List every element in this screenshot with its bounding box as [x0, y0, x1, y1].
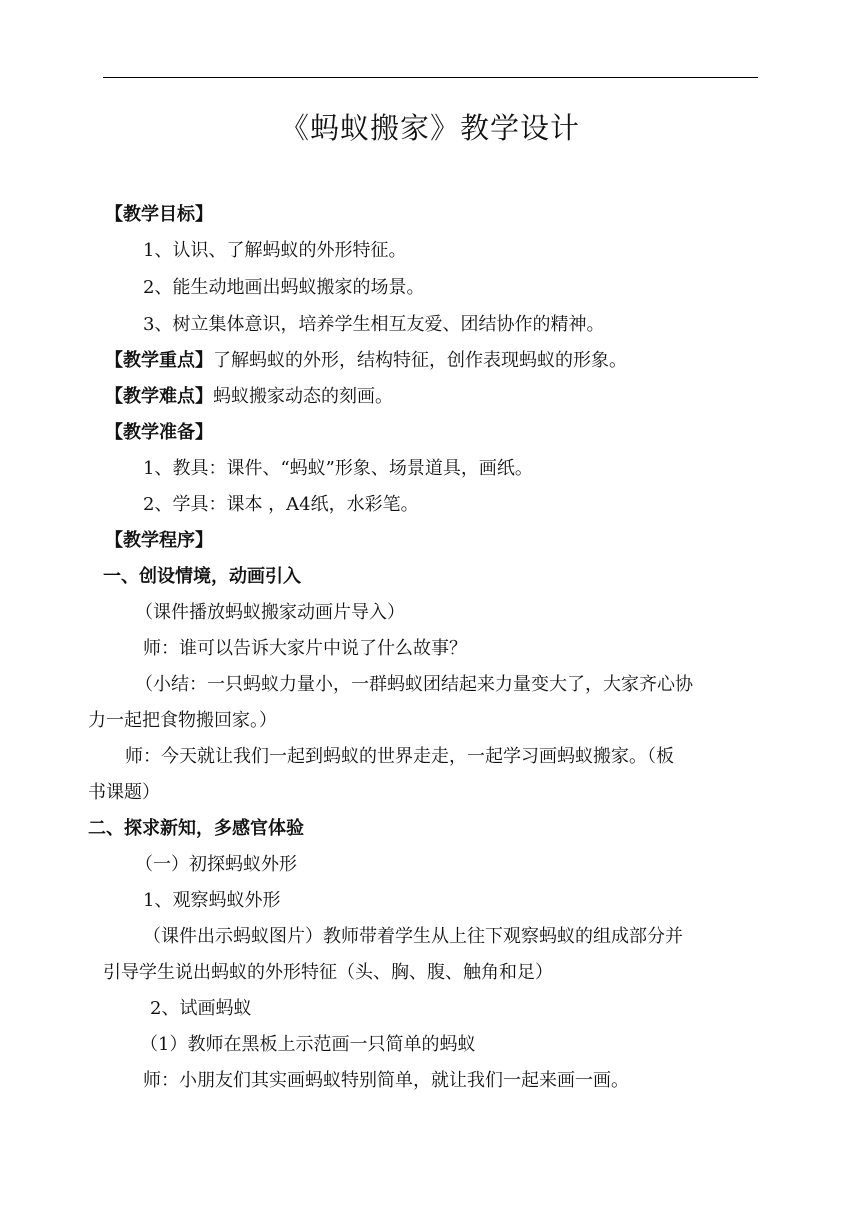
focus-line	[105, 350, 627, 372]
focus-text: 了解蚂蚁的外形，结构特征，创作表现蚂蚁的形象。	[213, 350, 627, 371]
goal-1: 1、认识、了解蚂蚁的外形特征。	[143, 240, 407, 261]
section-1-heading: 一、创设情境，动画引入	[103, 566, 301, 587]
goals-heading: 【教学目标】	[105, 204, 213, 225]
s2-item-1: 1、观察蚂蚁外形	[143, 890, 281, 911]
procedure-heading: 【教学程序】	[105, 530, 213, 551]
s2-item-2-1: （1）教师在黑板上示范画一只简单的蚂蚁	[140, 1034, 476, 1055]
header-rule	[103, 77, 758, 78]
s1-paragraph-3-line-2: 力一起把食物搬回家。）	[88, 710, 277, 731]
s2-subheading-1: （一）初探蚂蚁外形	[135, 854, 297, 875]
difficulty-line	[105, 386, 393, 408]
s2-item-2: 2、试画蚂蚁	[150, 998, 252, 1019]
prep-2: 2、学具：课本 ，A4纸，水彩笔。	[143, 494, 419, 515]
s1-paragraph-2: 师：谁可以告诉大家片中说了什么故事？	[143, 638, 467, 659]
goal-2: 2、能生动地画出蚂蚁搬家的场景。	[143, 277, 425, 298]
document-title: 《蚂蚁搬家》教学设计	[279, 111, 580, 145]
difficulty-text: 蚂蚁搬家动态的刻画。	[213, 386, 393, 407]
prep-heading: 【教学准备】	[105, 422, 213, 443]
section-2-heading: 二、探求新知，多感官体验	[88, 818, 304, 839]
prep-1: 1、教具：课件、“蚂蚁”形象、场景道具，画纸。	[143, 458, 533, 479]
s2-paragraph-1-line-2: 引导学生说出蚂蚁的外形特征（头、胸、腹、触角和足）	[103, 962, 553, 983]
s2-paragraph-1-line-1: （课件出示蚂蚁图片）教师带着学生从上往下观察蚂蚁的组成部分并	[143, 926, 683, 947]
s1-paragraph-1: （课件播放蚂蚁搬家动画片导入）	[135, 602, 405, 623]
goal-3: 3、树立集体意识，培养学生相互友爱、团结协作的精神。	[143, 314, 605, 335]
s2-paragraph-2: 师：小朋友们其实画蚂蚁特别简单，就让我们一起来画一画。	[143, 1070, 629, 1091]
focus-label: 【教学重点】	[105, 350, 213, 371]
s1-paragraph-4-line-1: 师：今天就让我们一起到蚂蚁的世界走走，一起学习画蚂蚁搬家。（板	[125, 746, 674, 767]
difficulty-label: 【教学难点】	[105, 386, 213, 407]
s1-paragraph-3-line-1: （小结：一只蚂蚁力量小，一群蚂蚁团结起来力量变大了，大家齐心协	[135, 674, 693, 695]
s1-paragraph-4-line-2: 书课题）	[88, 782, 160, 803]
